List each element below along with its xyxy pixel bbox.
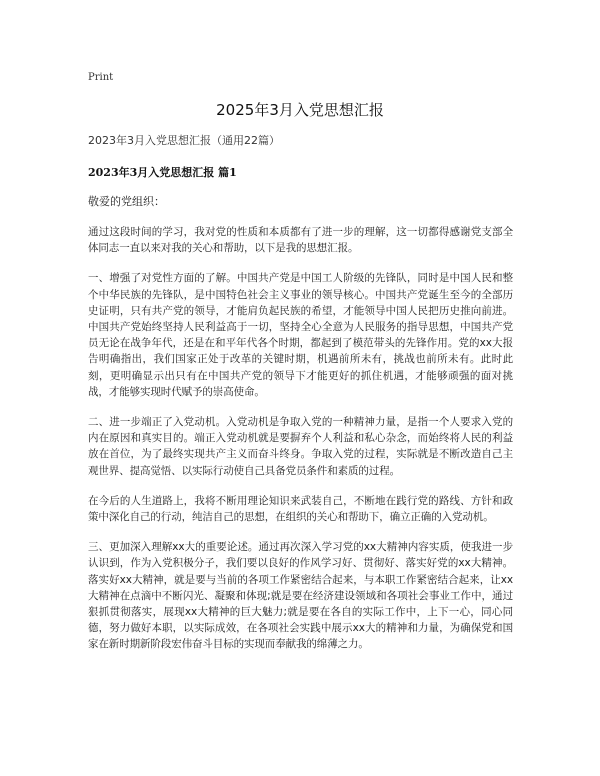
section-heading: 2023年3月入党思想汇报 篇1 [88,166,237,179]
paragraph-motivation: 二、进一步端正了入党动机。入党动机是争取入党的一种精神力量，是指一个人要求入党的内在原因和真实目的。端正入党动机就是要摒弃个人利益和私心杂念，而始终将人民的利益放在首位，为了最终实现共产主义而奋斗终身。争取入党的过程，实际就是不断改造自己主观世界、提高觉悟、以实际行动使自己具备党员条件和素质的过程。 [88,416,513,477]
document-body [88,132,513,667]
paragraph-congress: 三、更加深入理解xx大的重要论述。通过再次深入学习党的xx大精神内容实质，使我进一步认识到，作为入党积极分子，我们要以良好的作风学习好、贯彻好、落实好党的xx大精神。落实好xx大精神，就是要与当前的各项工作紧密结合起来，与本职工作紧密结合起来，让xx大精神在点滴中不断闪光、凝聚和体现;就是要在经济建设领域和各项社会事业工作中，通过狠抓贯彻落实，展现xx大精神的巨大魅力;就是要在各自的实际工作中，上下一心，同心同德，努力做好本职，以实际成效，在各项社会实践中展示xx大的精神和力量，为确保党和国家在新时期新阶段宏伟奋斗目标的实现而奉献我的绵薄之力。 [88,541,513,651]
document-subtitle: 2023年3月入党思想汇报（通用22篇） [88,134,280,147]
greeting: 敬爱的党组织： [88,195,165,208]
paragraph-intro: 通过这段时间的学习，我对党的性质和本质都有了进一步的理解，这一切都得感谢党支部全体同志一直以来对我的关心和帮助，以下是我的思想汇报。 [88,226,513,255]
paragraph-future: 在今后的人生道路上，我将不断用理论知识来武装自己，不断地在践行党的路线、方针和政策中深化自己的行动，纯洁自己的思想，在组织的关心和帮助下，确立正确的入党动机。 [88,494,513,524]
paragraph-party-nature: 一、增强了对党性方面的了解。中国共产党是中国工人阶级的先锋队，同时是中国人民和整个中华民族的先锋队，是中国特色社会主义事业的领导核心。中国共产党诞生至今的全部历史证明，只有共产党的领导，才能肩负起民族的希望，才能领导中国人民把历史推向前进。中国共产党始终坚持人民利益高于一切，坚持全心全意为人民服务的指导思想，中国共产党员无论在战争年代，还是在和平年代各个时期，都起到了模范带头的先锋作用。党的xx大报告明确指出，我们国家正处于改革的关键时期，机遇前所未有，挑战也前所未有。此时此刻，更明确显示出只有在中国共产党的领导下才能更好的抓住机遇，才能够顽强的面对挑战，才能够实现时代赋予的崇高使命。 [88,272,513,398]
document-title: 2025年3月入党思想汇报 [216,101,384,119]
print-label[interactable]: Print [88,72,114,83]
